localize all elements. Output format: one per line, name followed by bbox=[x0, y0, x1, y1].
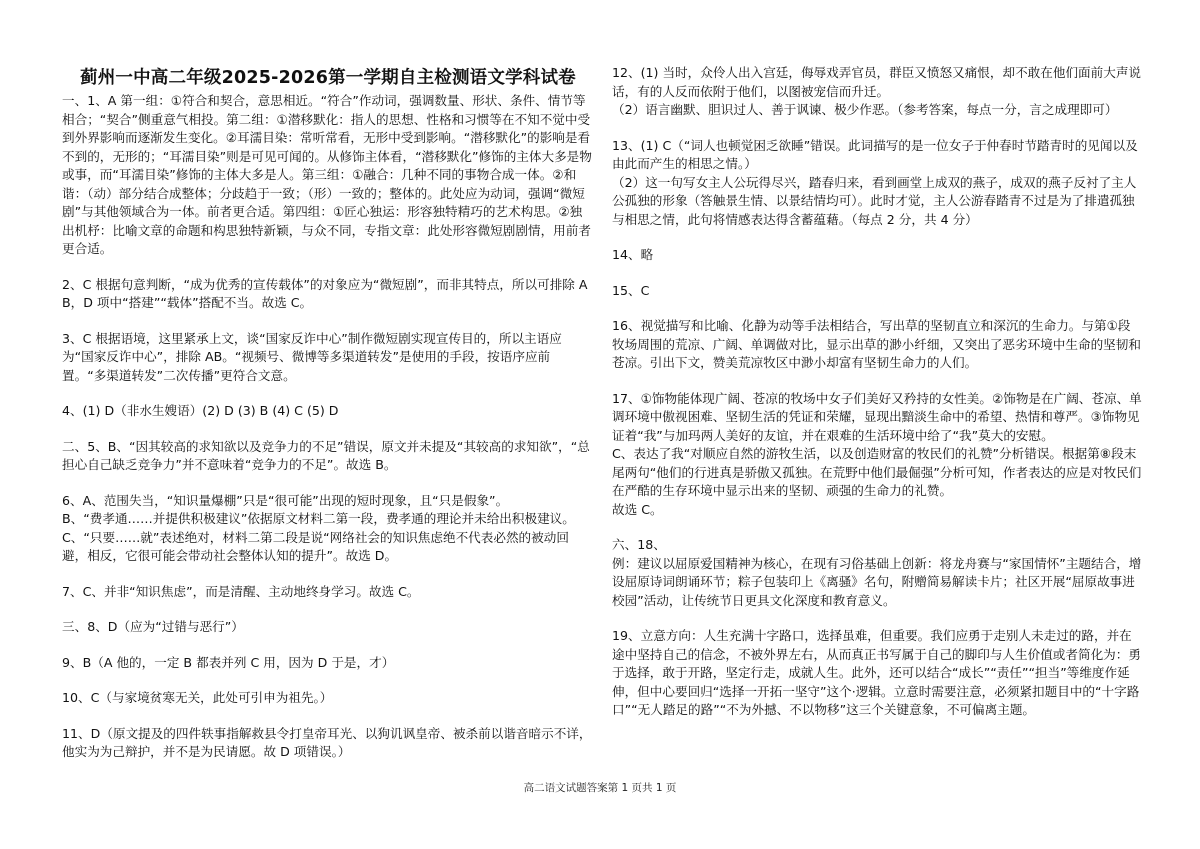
answer-q4: 4、(1) D（非水生嫂语）(2) D (3) B (4) C (5) D bbox=[62, 403, 339, 418]
answer-q5: 二、5、B、“因其较高的求知欲以及竞争力的不足”错误，原文并未提及“其较高的求知欲”，“总担心自己缺乏竞争力”并不意味着“竞争力的不足”。故选 B。 bbox=[62, 438, 590, 472]
answer-q19: 19、立意方向：人生充满十字路口，选择虽难，但重要。我们应勇于走别人未走过的路，并在途中坚持自己的信念，不被外界左右，从而真正书写属于自己的脚印与人生价值或者简化为：勇于选择，敢于开路，坚定行走，成就人生。此外，还可以结合“成长”“责任”“担当”等维度作延伸，但中心要回归“选择一开拓一坚守”这个·逻辑。立意时需要注意，必须紧扣题目中的“十字路口”“无人踏足的路”“不为外撼、不以物移”这三个关键意象，不可偏离主题。 bbox=[612, 628, 1141, 717]
answer-q17: 17、①饰物能体现广阔、苍凉的牧场中女子们美好又矜持的女性美。②饰物是在广阔、苍凉、单调环境中傲视困难、坚韧生活的凭证和荣耀，显现出黯淡生命中的希望、热情和尊严。③饰物见证着“我”与加玛两人美好的友谊，并在艰难的生活环境中给了“我”莫大的安慰。 C、表达了我“对顺应自然的游牧生活，以及创造财富的牧民们的礼赞”分析错误。根据第⑧段末尾两句“他们的行进真是骄傲又孤独。在荒野中他们最倔强”分析可知，作者表达的应是对牧民们在严酷的生存环境中显示出来的坚韧、顽强的生命力的礼赞。 故选 C。 bbox=[612, 390, 1142, 517]
answer-q15: 15、C bbox=[612, 282, 650, 298]
answer-q9: 9、B（A 他的，一定 B 都表并列 C 用，因为 D 于是，才） bbox=[62, 654, 395, 670]
right-answer-column bbox=[612, 64, 1142, 720]
page-title: 蓟州一中高二年级2025-2026第一学期自主检测语文学科试卷 bbox=[80, 68, 576, 88]
left-answer-column bbox=[62, 92, 592, 762]
answer-q6: 6、A、范围失当，“知识量爆棚”只是“很可能”出现的短时现象，且“只是假象”。 B、“费孝通……并提供积极建议”依据原文材料二第一段，费孝通的理论并未给出积极建议。 C、“只要……就”表述绝对，材料二第二段是说“网络社会的知识焦虑绝不代表必然的被动回避，相反，它很可能会带动社会整体认知的提升”。故选 D。 bbox=[62, 492, 575, 563]
answer-q8: 三、8、D（应为“过错与恶行”） bbox=[62, 619, 244, 634]
answer-q16: 16、视觉描写和比喻、化静为动等手法相结合，写出草的坚韧直立和深沉的生命力。与第①段牧场周围的荒凉、广阔、单调做对比，显示出草的渺小纤细，又突出了恶劣环境中生命的坚韧和苍凉。引出下文，赞美荒凉牧区中渺小却富有坚韧生命力的人们。 bbox=[612, 318, 1141, 370]
answer-q14: 14、略 bbox=[612, 247, 654, 262]
answer-q10: 10、C（与家境贫寒无关，此处可引申为祖先。） bbox=[62, 690, 333, 705]
answer-q13: 13、(1) C（“词人也顿觉困乏欲睡”错误。此词描写的是一位女子于仲春时节踏青时的见闻以及由此而产生的相思之情。） （2）这一句写女主人公玩得尽兴，踏春归来，看到画堂上成双的燕子，成双的燕子反衬了主人公孤独的形象（答触景生情、以景结情均可）。此时才觉，主人公游春踏青不过是为了排遣孤独与相思之情，此句将情感表达得含蓄蕴藉。（每点 2 分，共 4 分） bbox=[612, 137, 1138, 227]
answer-q7: 7、C、并非“知识焦虑”，而是清醒、主动地终身学习。故选 C。 bbox=[62, 583, 420, 599]
answer-q12: 12、(1) 当时，众伶人出入宫廷，侮辱戏弄官员，群臣又愤怒又痛恨，却不敢在他们面前大声说话，有的人反而依附于他们，以图被宠信而升迁。 （2）语言幽默、胆识过人、善于讽谏、极少作恶。（参考答案，每点一分，言之成理即可） bbox=[612, 65, 1142, 117]
page-footer: 高二语文试题答案第 1 页共 1 页 bbox=[523, 782, 677, 794]
answer-q2: 2、C 根据句意判断，“成为优秀的宣传载体”的对象应为“微短剧”，而非其特点，所以可排除 AB，D 项中“搭建”“载体”搭配不当。故选 C。 bbox=[62, 276, 588, 310]
answer-q3: 3、C 根据语境，这里紧承上文，谈“国家反诈中心”制作微短剧实现宣传目的，所以主语应为“国家反诈中心”，排除 AB。“视频号、微博等多渠道转发”是使用的手段，按语序应前置。“多渠道转发”二次传播”更符合文意。 bbox=[62, 330, 562, 383]
answer-q11: 11、D（原文提及的四件轶事指解救县令打皇帝耳光、以狗讥讽皇帝、被杀前以谐音暗示不详，他实为为己辩护，并不是为民请愿。故 D 项错误。） bbox=[62, 725, 592, 759]
answer-q1: 一、1、A 第一组：①符合和契合，意思相近。“符合”作动词，强调数量、形状、条件、情节等相合；“契合”侧重意气相投。第二组：①潜移默化：指人的思想、性格和习惯等在不知不觉中受到外界影响而逐渐发生变化。②耳濡目染：常听常看，无形中受到影响。“潜移默化”的影响是看不到的，无形的；“耳濡目染”则是可见可闻的。从修饰主体看，“潜移默化”修饰的主体大多是物或事，而“耳濡目染”修饰的主体大多是人。第三组：①融合：几种不同的事物合成一体。②和谐：（动）部分结合成整体；分歧趋于一致；（形）一致的；整体的。此处应为动词，强调“微短剧”与其他领域合为一体。前者更合适。第四组：①匠心独运：形容独特精巧的艺术构思。②独出机杼：比喻文章的命题和构思独特新颖，与众不同，专指文章：此处形容微短剧剧情，用前者更合适。 bbox=[62, 93, 592, 256]
answer-q18: 六、18、 例：建议以屈原爱国精神为核心，在现有习俗基础上创新：将龙舟赛与“家国情怀”主题结合，增设屈原诗词朗诵环节；粽子包装印上《离骚》名句，附赠简易解读卡片；社区开展“屈原故事进校园”活动，让传统节日更具文化深度和教育意义。 bbox=[612, 537, 1142, 608]
